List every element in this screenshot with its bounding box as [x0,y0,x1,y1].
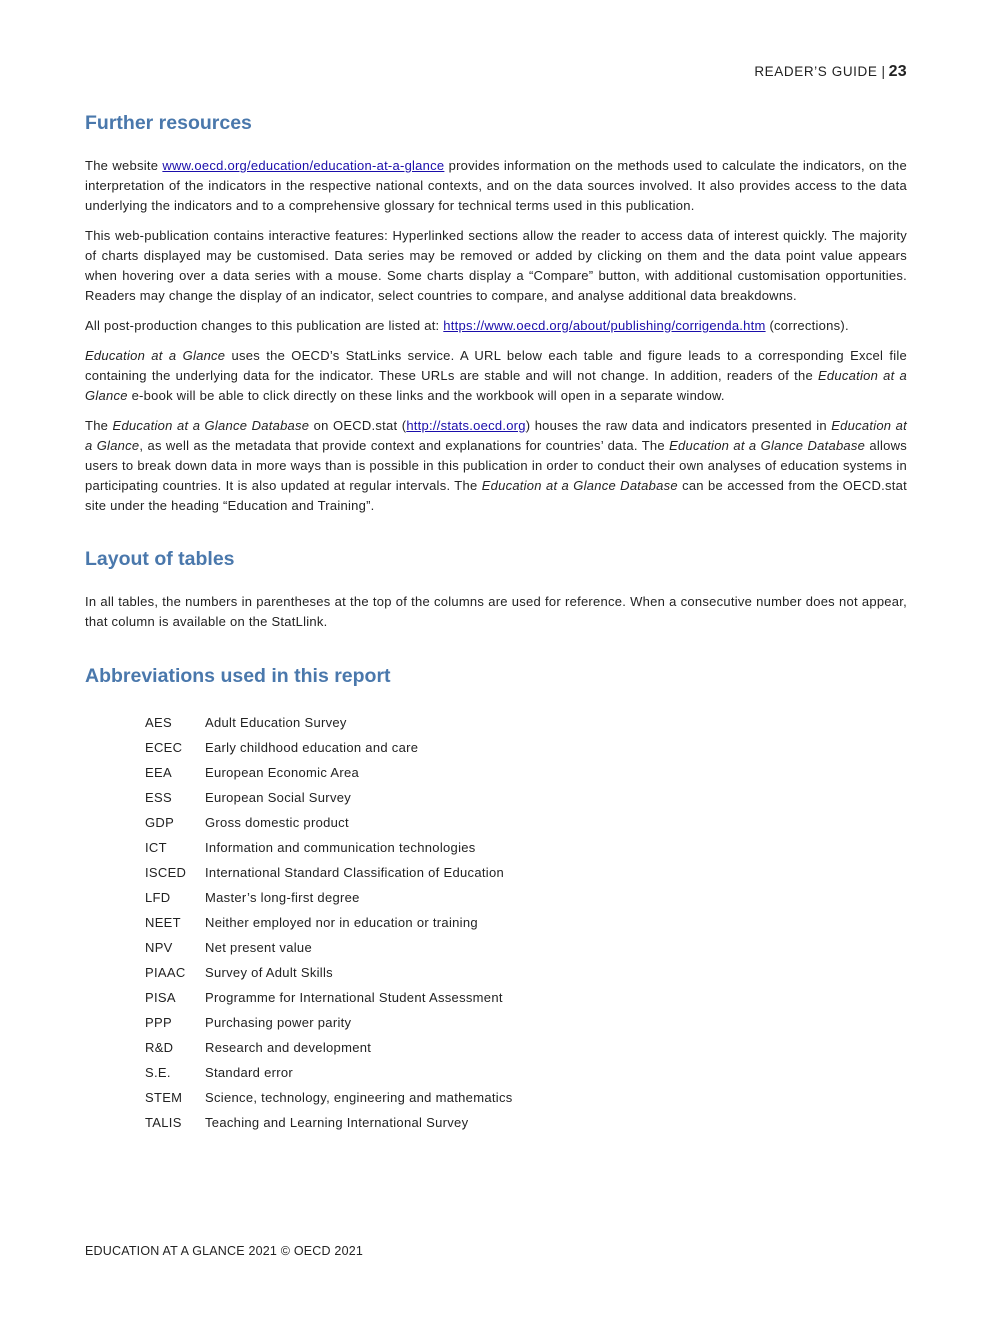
oecd-stat-link[interactable]: http://stats.oecd.org [406,418,526,433]
text-run: ) houses the raw data and indicators presented in [525,418,832,433]
abbreviation-row [145,835,513,860]
abbreviation-code: NEET [145,915,181,930]
page-footer: EDUCATION AT A GLANCE 2021 © OECD 2021 [85,1244,364,1258]
abbreviation-meaning: Research and development [205,1040,372,1055]
eag-website-link[interactable]: www.oecd.org/education/education-at-a-glance [162,158,445,173]
abbreviation-meaning: Adult Education Survey [205,715,347,730]
abbreviation-code: R&D [145,1040,174,1055]
abbreviation-meaning: Standard error [205,1065,294,1080]
further-resources-paragraph-4 [85,346,907,406]
abbreviation-row [145,1110,513,1135]
abbreviation-row [145,960,513,985]
section-title: READER’S GUIDE [754,64,878,79]
abbreviations-list [145,710,513,1135]
text-run: The website [85,158,163,173]
abbreviation-code: ECEC [145,740,183,755]
abbreviation-meaning: Master’s long-first degree [205,890,360,905]
abbreviation-row [145,1060,513,1085]
abbreviation-row [145,810,513,835]
abbreviation-code: ESS [145,790,172,805]
abbreviation-code: PIAAC [145,965,186,980]
abbreviation-code: AES [145,715,172,730]
further-resources-paragraph-3 [85,316,907,336]
abbreviation-meaning: Purchasing power parity [205,1015,352,1030]
abbreviation-code: ICT [145,840,167,855]
italic-title: Education at a Glance Database [112,418,310,433]
abbreviation-meaning: Neither employed nor in education or training [205,915,478,930]
abbreviation-code: ISCED [145,865,187,880]
italic-title: Education at a Glance [85,418,908,453]
abbreviation-code: TALIS [145,1115,182,1130]
text-run: uses the OECD’s StatLinks service. A URL below each table and figure leads to a corresponding Excel file containing the underlying data for the indicator. These URLs are stable and will not change. In addition, readers of the [85,348,908,383]
abbreviation-row [145,910,513,935]
abbreviation-code: S.E. [145,1065,171,1080]
abbreviation-row [145,1035,513,1060]
abbreviation-row [145,735,513,760]
italic-title: Education at a Glance [85,368,907,403]
further-resources-paragraph-2: This web-publication contains interactive features: Hyperlinked sections allow the reader to access data of interest quickly. The majority of charts displayed may be customised. Data series may be removed or added by clicking on them and the data point value appears when hovering over a data series with a mouse. Some charts display a “Compare” button, with additional customisation opportunities. Readers may change the display of an indicator, select countries to compare, and analyse additional data breakdowns. [85,228,907,303]
italic-title: Education at a Glance [85,348,226,363]
text-run: can be accessed from the OECD.stat site under the heading “Education and Training”. [85,478,907,513]
abbreviation-code: LFD [145,890,171,905]
further-resources-paragraph-1 [85,156,907,216]
abbreviation-code: GDP [145,815,175,830]
abbreviation-row [145,885,513,910]
abbreviation-code: NPV [145,940,173,955]
abbreviation-meaning: Programme for International Student Assessment [205,990,503,1005]
abbreviation-meaning: Teaching and Learning International Survey [205,1115,469,1130]
layout-of-tables-heading: Layout of tables [85,548,235,570]
abbreviation-meaning: Gross domestic product [205,815,349,830]
page-content [85,110,907,1135]
abbreviation-row [145,760,513,785]
abbreviation-meaning: European Economic Area [205,765,360,780]
abbreviation-row [145,985,513,1010]
text-run: on OECD.stat ( [309,418,407,433]
abbreviation-code: EEA [145,765,172,780]
abbreviations-heading: Abbreviations used in this report [85,665,391,687]
abbreviation-meaning: Science, technology, engineering and mathematics [205,1090,513,1105]
italic-title: Education at a Glance Database [481,478,678,493]
corrigenda-link[interactable]: https://www.oecd.org/about/publishing/corrigenda.htm [443,318,766,333]
layout-of-tables-paragraph: In all tables, the numbers in parentheses at the top of the columns are used for reference. When a consecutive number does not appear, that column is available on the StatLlink. [85,594,907,629]
abbreviation-row [145,935,513,960]
text-run: All post-production changes to this publication are listed at: [85,318,444,333]
abbreviation-meaning: Survey of Adult Skills [205,965,333,980]
text-run: (corrections). [765,318,849,333]
abbreviation-code: PISA [145,990,176,1005]
further-resources-paragraph-5 [85,416,907,516]
abbreviation-meaning: European Social Survey [205,790,352,805]
abbreviation-code: PPP [145,1015,172,1030]
abbreviation-row [145,785,513,810]
abbreviation-row [145,1085,513,1110]
text-run: The [85,418,113,433]
text-run: , as well as the metadata that provide context and explanations for countries’ data. The [139,438,670,453]
abbreviation-row [145,1010,513,1035]
abbreviation-row [145,860,513,885]
abbreviation-meaning: Information and communication technologies [205,840,476,855]
header-separator: | [881,64,886,79]
abbreviation-meaning: Net present value [205,940,312,955]
text-run: e-book will be able to click directly on these links and the workbook will open in a separate window. [127,388,725,403]
abbreviation-code: STEM [145,1090,183,1105]
italic-title: Education at a Glance Database [669,438,866,453]
further-resources-heading: Further resources [85,112,252,134]
page-number: 23 [888,63,907,80]
page-header [754,63,907,81]
abbreviation-meaning: International Standard Classification of Education [205,865,505,880]
abbreviation-meaning: Early childhood education and care [205,740,419,755]
abbreviations-table [145,710,513,1135]
abbreviation-row [145,710,513,735]
text-run: allows users to break down data in more ways than is possible in this publication in order to conduct their own analyses of education systems in participating countries. It is also updated at regular intervals. The [85,438,907,493]
text-run: provides information on the methods used to calculate the indicators, on the interpretation of the indicators in the respective national contexts, and on the data sources involved. It also provides access to the data underlying the indicators and to a comprehensive glossary for technical terms used in this publication. [85,158,908,213]
